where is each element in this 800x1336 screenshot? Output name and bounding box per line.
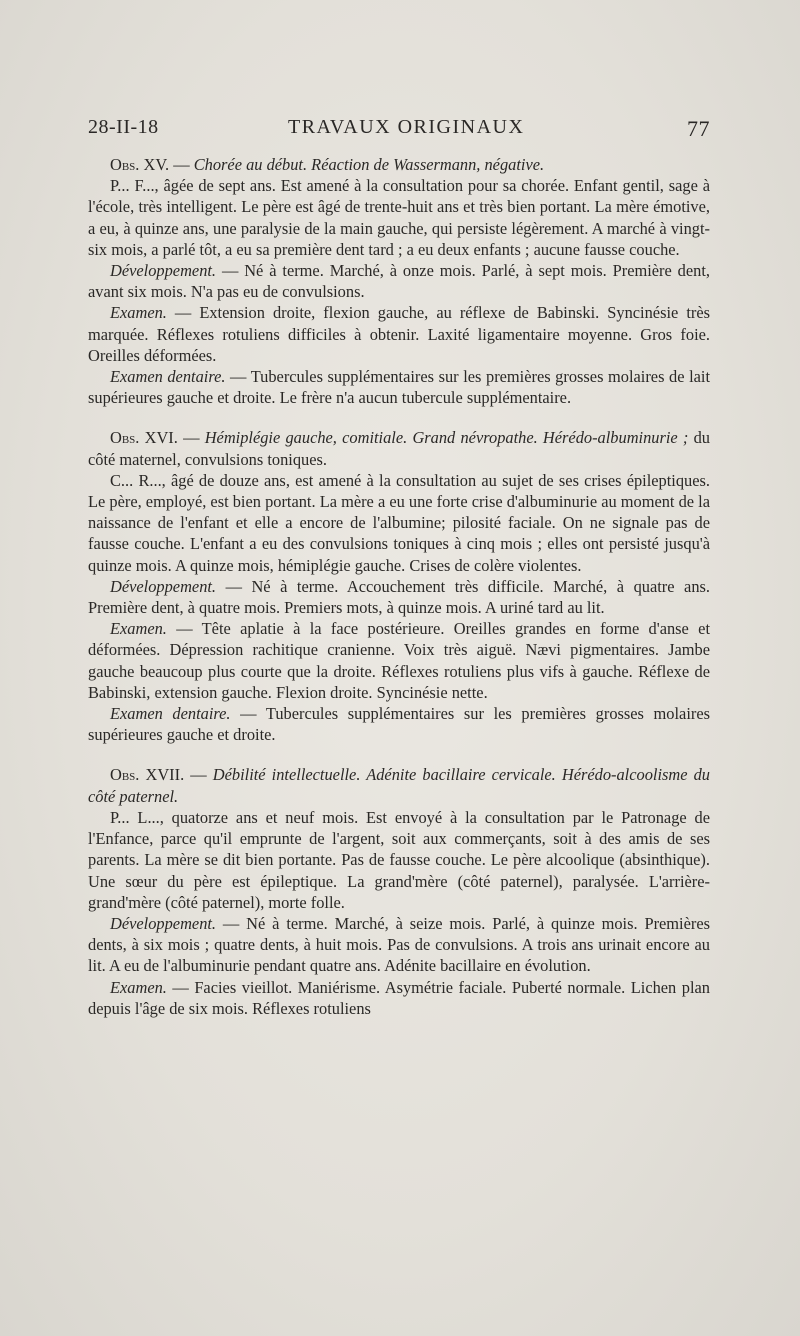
obs-16-development-text: — Né à terme. Accouchement très difficile. Marché, à quatre ans. Première dent, à quatre mois. Premiers mots, à quinze mois. A uriné tard au lit. (88, 576, 710, 618)
obs-17-development-label: Développement. (110, 913, 217, 933)
obs-17-heading (88, 764, 710, 806)
obs-16-development (88, 576, 710, 618)
obs-15-heading (88, 154, 710, 175)
obs-17-exam (88, 977, 710, 1019)
obs-15-label: Obs. XV. — (110, 155, 194, 174)
obs-17-development (88, 913, 710, 977)
obs-16-title: Hémiplégie gauche, comitiale. Grand névropathe. Hérédo-albuminurie ; (204, 428, 689, 448)
obs-17-development-text: — Né à terme. Marché, à seize mois. Parlé, à quinze mois. Premières dents, à six mois ; quatre dents, à huit mois. Pas de convulsions. A trois ans urinait encore au lit. A eu de l'albuminurie pendant quatre ans. Adénite bacillaire en évolution. (88, 913, 710, 976)
obs-15-dental-label: Examen dentaire. (110, 367, 226, 387)
obs-17-exam-text: — Facies vieillot. Maniérisme. Asymétrie faciale. Puberté normale. Lichen plan depuis l'âge de six mois. Réflexes rotuliens (88, 977, 710, 1018)
obs-17-exam-label: Examen. (110, 977, 167, 997)
obs-17-label: Obs. XVII. — (110, 765, 213, 785)
obs-16-history: C... R..., âgé de douze ans, est amené à la consultation au sujet de ses crises épileptiques. Le père, employé, est bien portant. La mère a eu une forte crise d'albuminurie au moment de la naissance de l'enfant et elle a encore de l'albumine; pilosité faciale. On ne signale pas de fausse couche. L'enfant a eu des convulsions toniques à cinq mois ; elles ont persisté jusqu'à quinze mois. A quinze mois, hémiplégie gauche. Crises de colère violentes. (88, 470, 710, 575)
obs-15-development-text: — Né à terme. Marché, à onze mois. Parlé, à sept mois. Première dent, avant six mois. N'a pas eu de convulsions. (88, 261, 710, 302)
obs-16-exam (88, 618, 710, 703)
page-number: 77 (687, 116, 710, 141)
obs-15-exam-text: — Extension droite, flexion gauche, au réflexe de Babinski. Syncinésie très marquée. Réflexes rotuliens difficiles à obtenir. Laxité ligamentaire moyenne. Gros foie. Oreilles déformées. (88, 303, 710, 365)
obs-15-development (88, 260, 710, 302)
running-header (88, 116, 710, 146)
obs-16-dental (88, 703, 710, 745)
obs-15-dental (88, 366, 710, 408)
obs-16-development-label: Développement. (110, 576, 217, 596)
obs-15-exam-label: Examen. (110, 303, 167, 323)
obs-16-dental-label: Examen dentaire. (110, 704, 231, 724)
header-title: TRAVAUX ORIGINAUX (288, 116, 525, 138)
obs-15-development-label: Développement. (110, 261, 217, 281)
obs-16-label: Obs. XVI. — (110, 428, 205, 448)
obs-15-history: P... F..., âgée de sept ans. Est amené à la consultation pour sa chorée. Enfant gentil, sage à l'école, très intelligent. Le père est âgé de trente-huit ans et très bien portant. La mère émotive, a eu, à quinze ans, une paralysie de la main gauche, qui persiste légèrement. A marché à vingt-six mois, a parlé tôt, a eu sa première dent tard ; a eu deux enfants ; aucune fausse couche. (88, 176, 710, 259)
obs-17-history: P... L..., quatorze ans et neuf mois. Est envoyé à la consultation par le Patronage de l'Enfance, parce qu'il emprunte de l'argent, soit aux commerçants, soit à des amis de ses parents. La mère se dit bien portante. Pas de fausse couche. Le père alcoolique (absinthique). Une sœur du père est épileptique. La grand'mère (côté paternel), paralysée. L'arrière-grand'mère (côté paternel), morte folle. (88, 807, 710, 912)
header-date: 28-II-18 (88, 116, 159, 138)
obs-15-dental-text: — Tubercules supplémentaires sur les premières grosses molaires de lait supérieures gauche et droite. Le frère n'a aucun tubercule supplémentaire. (88, 367, 711, 408)
obs-15-title: Chorée au début. Réaction de Wassermann, négative. (193, 155, 545, 174)
obs-16-exam-label: Examen. (110, 619, 167, 639)
obs-17-title: Débilité intellectuelle. Adénite bacillaire cervicale. Hérédo-alcoolisme du côté paternel. (88, 765, 710, 806)
obs-16-dental-text: — Tubercules supplémentaires sur les premières grosses molaires supérieures gauche et droite. (88, 704, 711, 745)
obs-15-exam (88, 302, 710, 366)
obs-16-heading (88, 427, 710, 469)
obs-16-exam-text: — Tête aplatie à la face postérieure. Oreilles grandes en forme d'anse et déformées. Dépression rachitique cranienne. Voix très aiguë. Nævi pigmentaires. Jambe gauche beaucoup plus courte que la droite. Réflexes rotuliens plus vifs à gauche. Réflexe de Babinski, extension gauche. Flexion droite. Syncinésie nette. (88, 619, 710, 702)
article-body (88, 154, 710, 1019)
obs-16-title-suffix: du côté maternel, convulsions toniques. (88, 428, 710, 469)
